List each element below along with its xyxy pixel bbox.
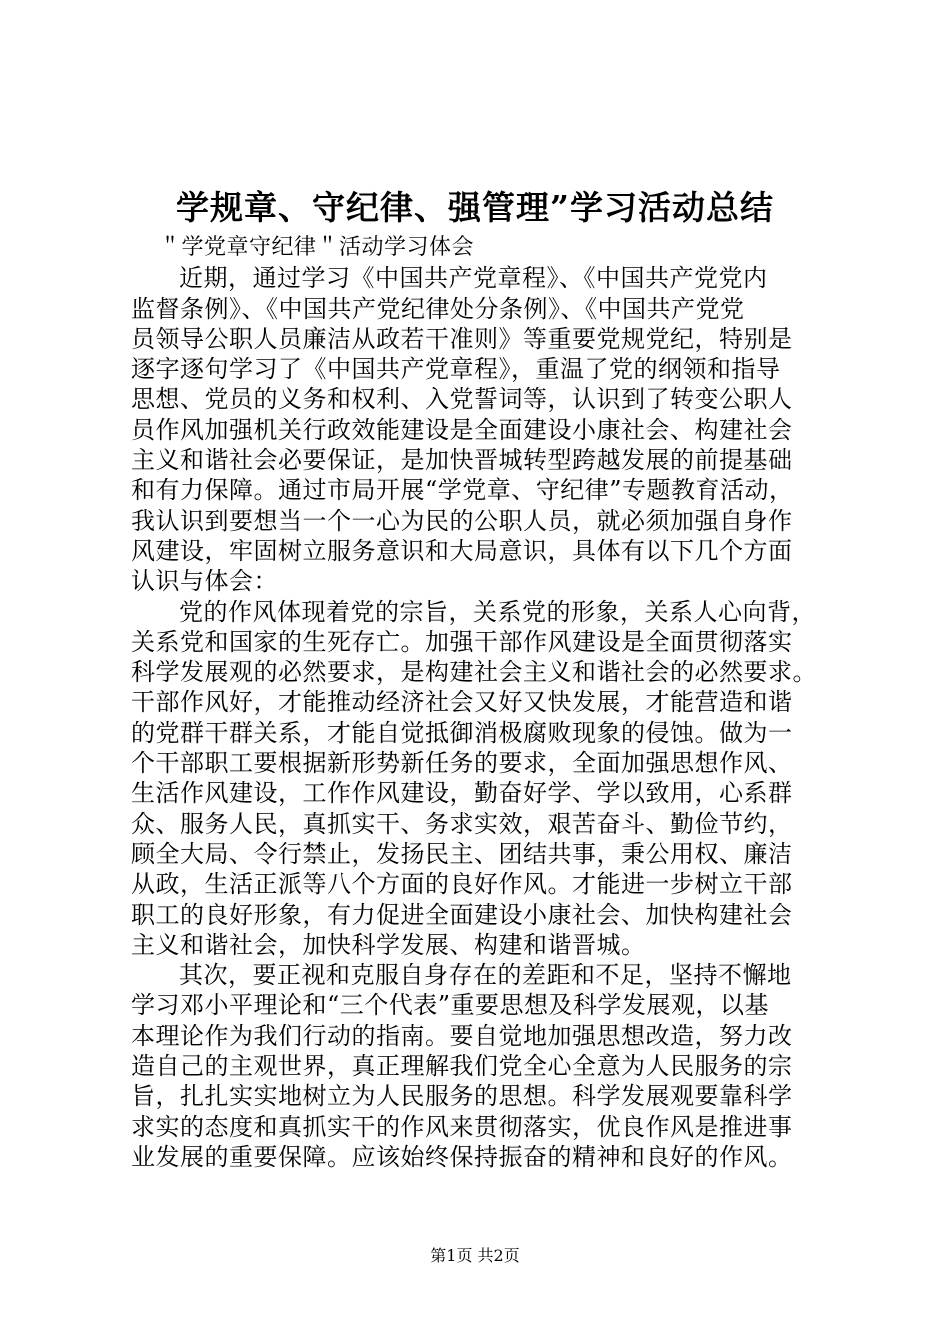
paragraph-line: 科学发展观的必然要求，是构建社会主义和谐社会的必然要求。	[131, 658, 817, 687]
paragraph-line: 本理论作为我们行动的指南。要自觉地加强思想改造，努力改	[131, 1021, 793, 1050]
paragraph-line: 员作风加强机关行政效能建设是全面建设小康社会、构建社会	[131, 415, 793, 444]
paragraph-line: 其次，要正视和克服自身存在的差距和不足，坚持不懈地	[179, 961, 792, 990]
document-body	[131, 233, 831, 1172]
document-subtitle: ＂学党章守纪律＂活动学习体会	[159, 235, 475, 260]
paragraph-line: 干部作风好，才能推动经济社会又好又快发展，才能营造和谐	[131, 688, 793, 717]
paragraph-line: 从政，生活正派等八个方面的良好作风。才能进一步树立干部	[131, 870, 793, 899]
paragraph-line: 顾全大局、令行禁止，发扬民主、团结共事，秉公用权、廉洁	[131, 839, 793, 868]
paragraph-line: 我认识到要想当一个一心为民的公职人员，就必须加强自身作	[131, 506, 793, 535]
paragraph-line: 关系党和国家的生死存亡。加强干部作风建设是全面贯彻落实	[131, 627, 793, 656]
paragraph-line: 职工的良好形象，有力促进全面建设小康社会、加快构建社会	[131, 900, 793, 929]
paragraph-line: 主义和谐社会，加快科学发展、构建和谐晋城。	[131, 930, 646, 959]
paragraph-line: 学习邓小平理论和“三个代表”重要思想及科学发展观，以基	[131, 991, 770, 1020]
page-number-footer: 第1页 共2页	[430, 1246, 520, 1265]
paragraph-line: 的党群干群关系，才能自觉抵御消极腐败现象的侵蚀。做为一	[131, 718, 793, 747]
paragraph-line: 逐字逐句学习了《中国共产党章程》，重温了党的纲领和指导	[131, 355, 781, 384]
paragraph-line: 风建设，牢固树立服务意识和大局意识，具体有以下几个方面	[131, 536, 793, 565]
paragraph-line: 党的作风体现着党的宗旨，关系党的形象，关系人心向背，	[179, 597, 816, 626]
paragraph-line: 旨，扎扎实实地树立为人民服务的思想。科学发展观要靠科学	[131, 1082, 793, 1111]
paragraph-line: 生活作风建设，工作作风建设，勤奋好学、学以致用，心系群	[131, 779, 793, 808]
paragraph-line: 个干部职工要根据新形势新任务的要求，全面加强思想作风、	[131, 749, 793, 778]
paragraph-line: 思想、党员的义务和权利、入党誓词等，认识到了转变公职人	[131, 385, 793, 414]
paragraph-line: 业发展的重要保障。应该始终保持振奋的精神和良好的作风。	[131, 1142, 793, 1171]
paragraph-line: 造自己的主观世界，真正理解我们党全心全意为人民服务的宗	[131, 1052, 793, 1081]
paragraph-line: 认识与体会：	[131, 567, 278, 596]
document-title: 学规章、守纪律、强管理”学习活动总结	[176, 188, 774, 227]
paragraph-line: 和有力保障。通过市局开展“学党章、守纪律”专题教育活动，	[131, 476, 794, 505]
paragraph-line: 监督条例》、《中国共产党纪律处分条例》、《中国共产党党	[131, 294, 745, 323]
paragraph-line: 主义和谐社会必要保证，是加快晋城转型跨越发展的前提基础	[131, 446, 793, 475]
paragraph-line: 近期，通过学习《中国共产党章程》、《中国共产党党内	[179, 264, 768, 293]
paragraph-line: 众、服务人民，真抓实干、务求实效，艰苦奋斗、勤俭节约，	[131, 809, 793, 838]
paragraph-line: 员领导公职人员廉洁从政若干准则》等重要党规党纪，特别是	[131, 324, 793, 353]
paragraph-line: 求实的态度和真抓实干的作风来贯彻落实，优良作风是推进事	[131, 1112, 793, 1141]
